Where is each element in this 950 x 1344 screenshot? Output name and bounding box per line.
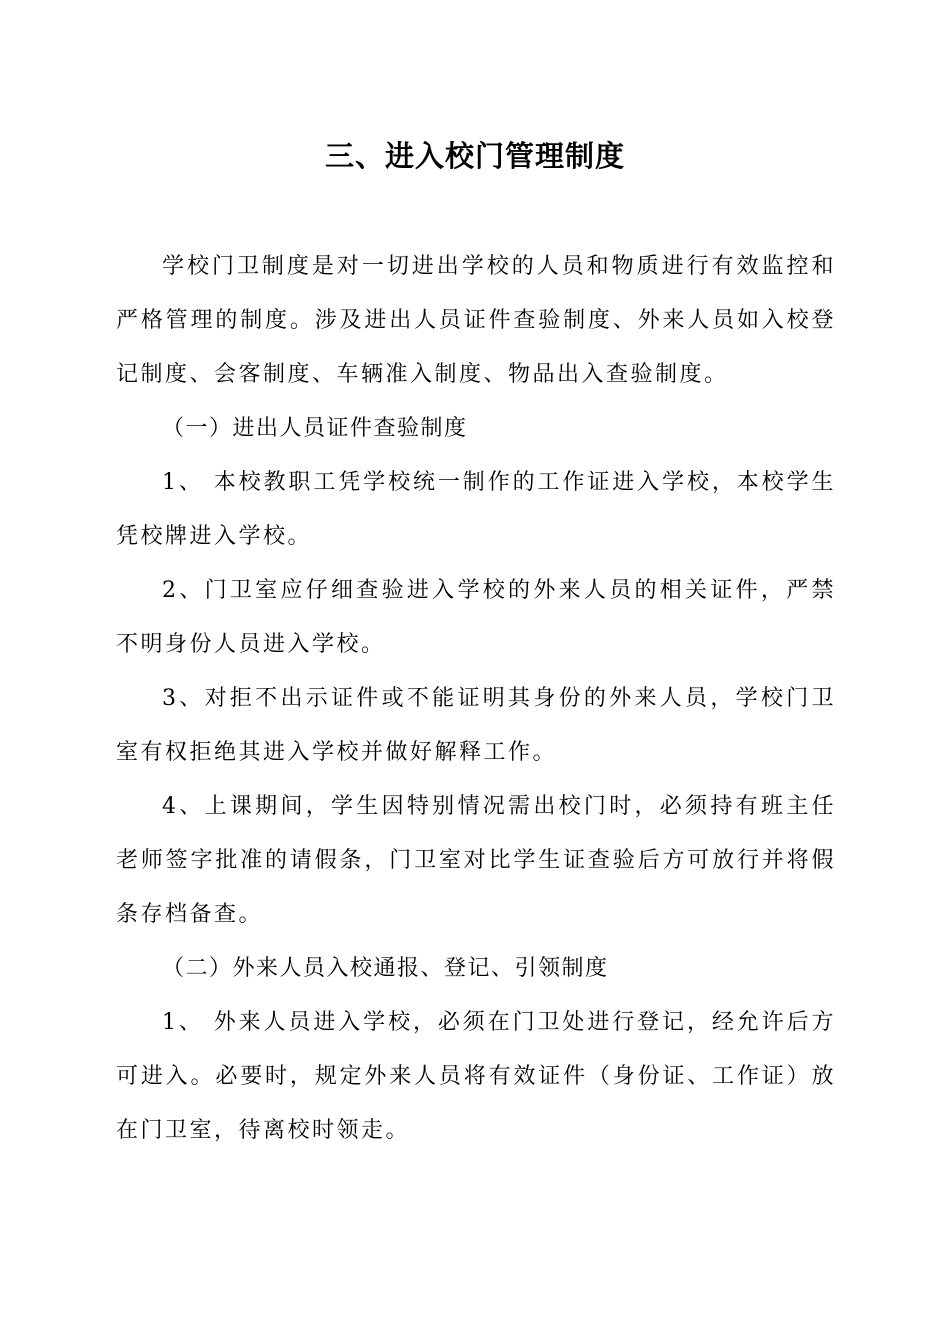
intro-paragraph: 学校门卫制度是对一切进出学校的人员和物质进行有效监控和严格管理的制度。涉及进出人员证件查验制度、外来人员如入校登记制度、会客制度、车辆准入制度、物品出入查验制度。 [116,254,836,387]
document-title: 三、进入校门管理制度 [324,139,625,173]
rule-paragraph-1-1: 1、 本校教职工凭学校统一制作的工作证进入学校，本校学生凭校牌进入学校。 [116,470,836,549]
document-body [116,240,836,1158]
rule-paragraph-1-4: 4、上课期间，学生因特别情况需出校门时，必须持有班主任老师签字批准的请假条，门卫室对比学生证查验后方可放行并将假条存档备查。 [116,794,836,927]
section-heading-2: （二）外来人员入校通报、登记、引领制度 [162,956,609,981]
section-heading-1: （一）进出人员证件查验制度 [162,416,468,441]
rule-paragraph-1-3: 3、对拒不出示证件或不能证明其身份的外来人员，学校门卫室有权拒绝其进入学校并做好解释工作。 [116,686,836,765]
rule-paragraph-2-1: 1、 外来人员进入学校，必须在门卫处进行登记，经允许后方可进入。必要时，规定外来人员将有效证件（身份证、工作证）放在门卫室，待离校时领走。 [116,1010,836,1143]
rule-paragraph-1-2: 2、门卫室应仔细查验进入学校的外来人员的相关证件，严禁不明身份人员进入学校。 [116,578,836,657]
